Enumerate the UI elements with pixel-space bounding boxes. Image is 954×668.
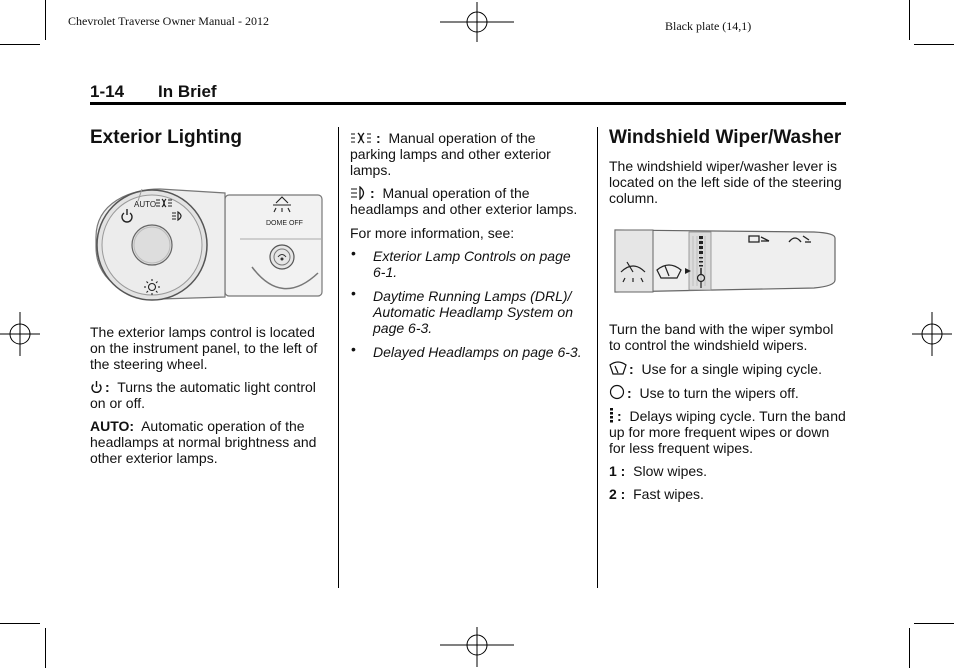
windshield-wiper-heading: Windshield Wiper/Washer [609,127,842,148]
registration-mark-bottom [440,627,514,667]
auto-label: AUTO [134,200,157,209]
fast-wipe-description: 2 : Fast wipes. [609,486,704,502]
registration-mark-right [912,312,952,356]
headlamp-control-figure [90,185,330,309]
column-divider [338,127,339,588]
column-lamp-modes [350,130,585,368]
parking-lamp-icon [350,131,374,145]
more-info-intro: For more information, see: [350,225,515,241]
column-windshield-wiper [609,127,847,509]
delay-icon [609,408,615,423]
single-wipe-description: : Use for a single wiping cycle. [609,360,847,377]
headlamp-description: : Manual operation of the headlamps and other exterior lamps. [350,185,578,217]
slow-wipe-description: 1 : Slow wipes. [609,463,708,479]
column-divider [597,127,598,588]
exterior-lamps-intro: The exterior lamps control is located on the instrument panel, to the left of the steering wheel. [90,324,318,372]
registration-mark-top [440,2,514,42]
page-number: 1-14 [90,82,125,101]
delay-description: : Delays wiping cycle. Turn the band up for more frequent wipes or down for less frequent wipes. [609,408,846,456]
dome-off-label: DOME OFF [266,220,303,227]
reference-item[interactable]: • Delayed Headlamps on page 6-3. [351,341,582,360]
reference-item[interactable]: • Daytime Running Lamps (DRL)/ Automatic Headlamp System on page 6-3. [351,285,573,336]
header-rule [90,102,846,105]
headlamp-icon [350,186,368,200]
auto-description: AUTO: Automatic operation of the headlamps at normal brightness and other exterior lamps. [90,418,317,466]
section-title: In Brief [158,82,217,101]
instrument-dimmer-knob [270,245,294,269]
wiper-icon [609,360,627,376]
plate-label: Black plate (14,1) [665,19,752,33]
wiper-off-description: : Use to turn the wipers off. [609,384,847,401]
column-exterior-lighting [90,127,330,473]
wiper-band-description: Turn the band with the wiper symbol to control the windshield wipers. [609,321,834,353]
off-circle-icon [609,384,625,400]
reference-list [350,245,585,360]
wiper-lever-intro: The windshield wiper/washer lever is located on the left side of the steering column. [609,158,842,206]
power-description: : Turns the automatic light control on or off. [90,379,316,411]
exterior-lighting-heading: Exterior Lighting [90,127,242,148]
power-icon [90,380,103,394]
wiper-lever-figure [609,222,847,302]
reference-item[interactable]: • Exterior Lamp Controls on page 6-1. [351,245,571,280]
registration-mark-left [0,312,40,356]
manual-title: Chevrolet Traverse Owner Manual - 2012 [68,14,269,28]
parking-lamp-description: : Manual operation of the parking lamps and other exterior lamps. [350,130,551,178]
